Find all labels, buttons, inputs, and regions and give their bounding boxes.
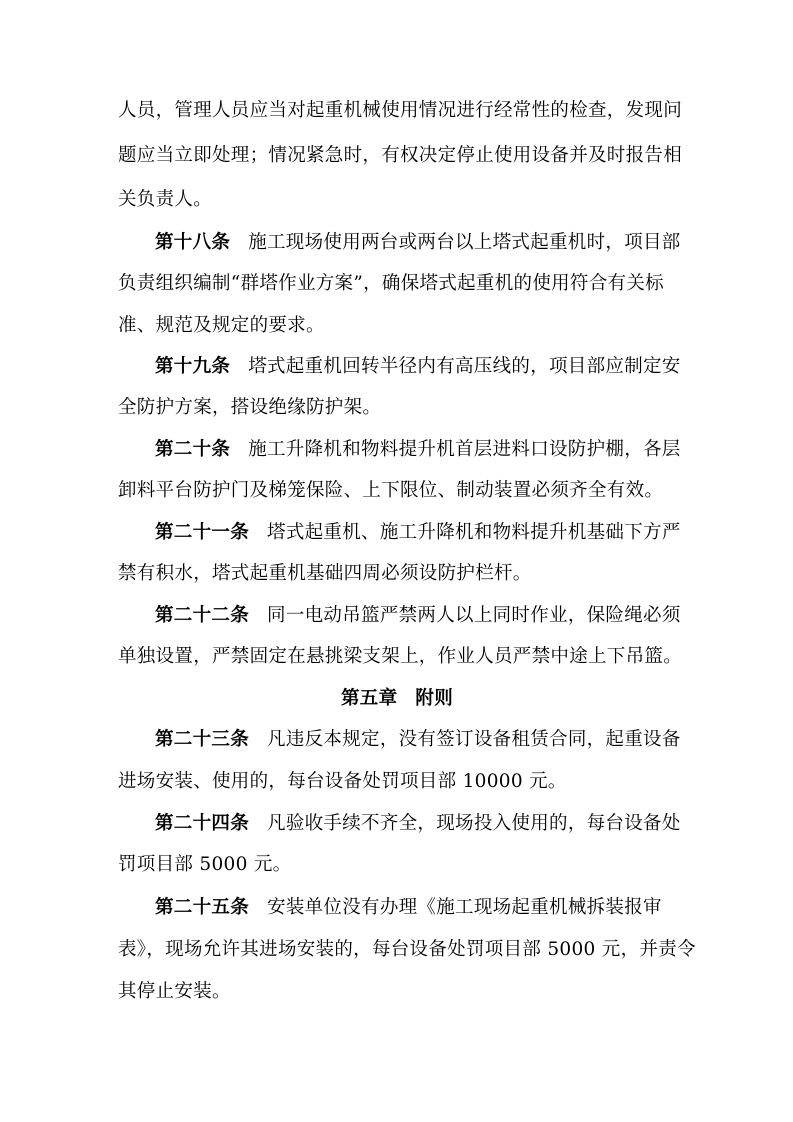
article-21: [118, 512, 681, 554]
paragraph-line: 准、规范及规定的要求。: [118, 315, 325, 336]
article-text: 同一电动吊篮严禁两人以上同时作业，保险绳必须: [267, 605, 681, 626]
article-text: 塔式起重机回转半径内有高压线的，项目部应制定安: [248, 356, 681, 377]
paragraph-line: 关负责人。: [118, 189, 213, 210]
article-text: 施工升降机和物料提升机首层进料口设防护棚，各层: [248, 439, 681, 460]
article-label: 第二十五条: [155, 897, 250, 918]
chapter-heading: [118, 678, 676, 720]
paragraph-line: 全防护方案，搭设绝缘防护架。: [118, 397, 382, 418]
article-text: 施工现场使用两台或两台以上塔式起重机时，项目部: [248, 232, 681, 253]
paragraph-line: 人员，管理人员应当对起重机械使用情况进行经常性的检查，发现问: [118, 100, 683, 121]
paragraph-line: 其停止安装。: [118, 981, 231, 1002]
article-label: 第二十二条: [155, 605, 250, 626]
paragraph-line: 禁有积水，塔式起重机基础四周必须设防护栏杆。: [118, 563, 532, 584]
article-label: 第十八条: [155, 232, 231, 253]
article-text: 塔式起重机、施工升降机和物料提升机基础下方严: [267, 522, 681, 543]
article-text: 凡违反本规定，没有签订设备租赁合同，起重设备: [267, 729, 681, 750]
article-18: [118, 222, 681, 264]
article-label: 第二十四条: [155, 813, 250, 834]
article-19: [118, 346, 681, 388]
chapter-title: 附则: [415, 688, 453, 709]
article-label: 第二十一条: [155, 522, 250, 543]
paragraph-line: 单独设置，严禁固定在悬挑梁支架上，作业人员严禁中途上下吊篮。: [118, 646, 683, 667]
article-label: 第二十三条: [155, 729, 250, 750]
article-23: [118, 719, 681, 761]
paragraph-line: 进场安装、使用的，每台设备处罚项目部 10000 元。: [118, 771, 567, 792]
paragraph-line: 表》，现场允许其进场安装的，每台设备处罚项目部 5000 元，并责令: [118, 939, 696, 960]
article-25: [118, 887, 676, 929]
article-text: 安装单位没有办理《施工现场起重机械拆装报审: [267, 897, 662, 918]
article-label: 第二十条: [155, 439, 231, 460]
paragraph-line: 卸料平台防护门及梯笼保险、上下限位、制动装置必须齐全有效。: [118, 480, 664, 501]
paragraph-line: 罚项目部 5000 元。: [118, 854, 292, 875]
chapter-number: 第五章: [340, 688, 398, 709]
article-22: [118, 595, 681, 637]
paragraph-line: 题应当立即处理；情况紧急时，有权决定停止使用设备并及时报告相: [118, 145, 683, 166]
article-label: 第十九条: [155, 356, 231, 377]
article-20: [118, 429, 681, 471]
paragraph-line: 负责组织编制“群塔作业方案”，确保塔式起重机的使用符合有关标: [118, 273, 664, 294]
article-24: [118, 803, 681, 845]
article-text: 凡验收手续不齐全，现场投入使用的，每台设备处: [267, 813, 681, 834]
